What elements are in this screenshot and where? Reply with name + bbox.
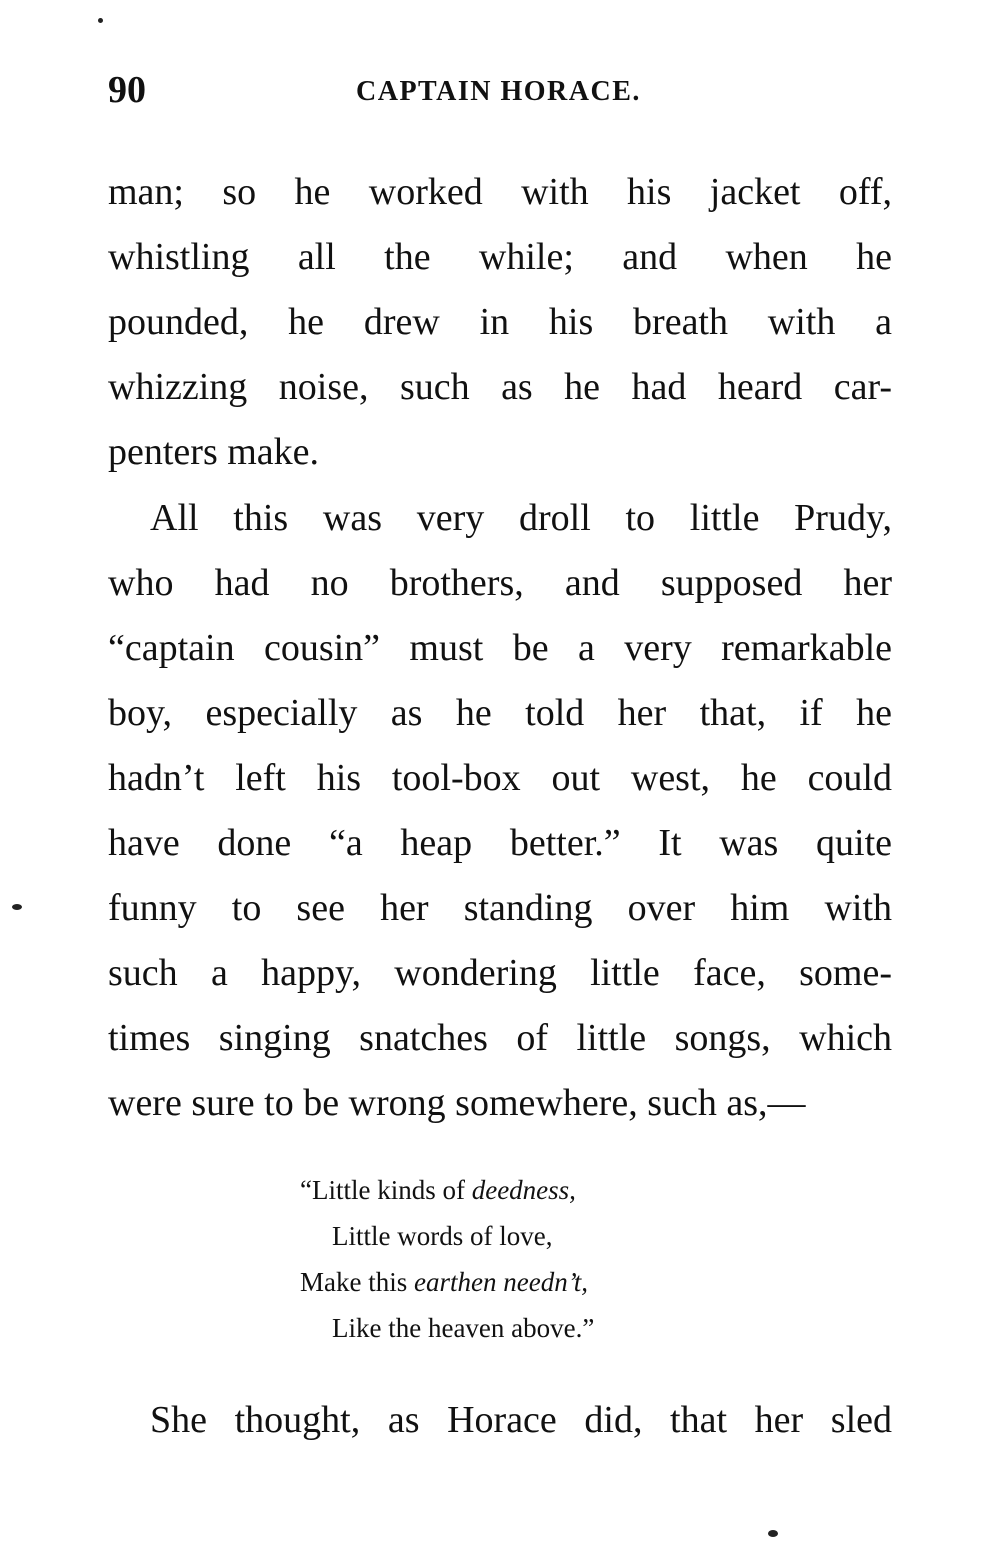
page-number: 90 (108, 69, 146, 111)
text-line: penters make. (108, 431, 320, 473)
verse-quotation (300, 1167, 594, 1351)
text-line: were sure to be wrong somewhere, such as,— (108, 1082, 806, 1124)
text-line: funny to see her standing over him with (108, 887, 892, 929)
scan-speck (768, 1530, 778, 1537)
page-header (108, 66, 892, 114)
text-line: boy, especially as he told her that, if he (108, 692, 892, 734)
running-title: CAPTAIN HORACE. (356, 76, 641, 107)
text-line: have done “a heap better.” It was quite (108, 822, 892, 864)
text-line: times singing snatches of little songs, which (108, 1017, 892, 1059)
verse-italic: deedness, (471, 1175, 576, 1205)
text-line: man; so he worked with his jacket off, (108, 171, 892, 213)
text-line: pounded, he drew in his breath with a (108, 301, 892, 343)
verse-line (300, 1259, 594, 1305)
text-line: whistling all the while; and when he (108, 236, 892, 278)
verse-line: Little words of love, (332, 1221, 553, 1251)
paragraph-2 (108, 486, 892, 1136)
verse-line: Like the heaven above.” (332, 1313, 595, 1343)
verse-text: “Little kinds of (300, 1175, 472, 1205)
text-line: “captain cousin” must be a very remarkable (108, 627, 892, 669)
verse-line (300, 1167, 594, 1213)
text-line: who had no brothers, and supposed her (108, 562, 892, 604)
verse-text: Make this (300, 1267, 414, 1297)
scan-speck (12, 904, 22, 910)
scan-speck (98, 18, 103, 23)
text-line: She thought, as Horace did, that her sled (150, 1399, 892, 1441)
paragraph-1 (108, 160, 892, 485)
verse-italic: earthen needn’t, (414, 1267, 588, 1297)
text-line: such a happy, wondering little face, some- (108, 952, 892, 994)
text-line: whizzing noise, such as he had heard car- (108, 366, 892, 408)
text-line: hadn’t left his tool-box out west, he could (108, 757, 892, 799)
text-line: All this was very droll to little Prudy, (150, 497, 892, 539)
paragraph-3 (108, 1388, 892, 1453)
